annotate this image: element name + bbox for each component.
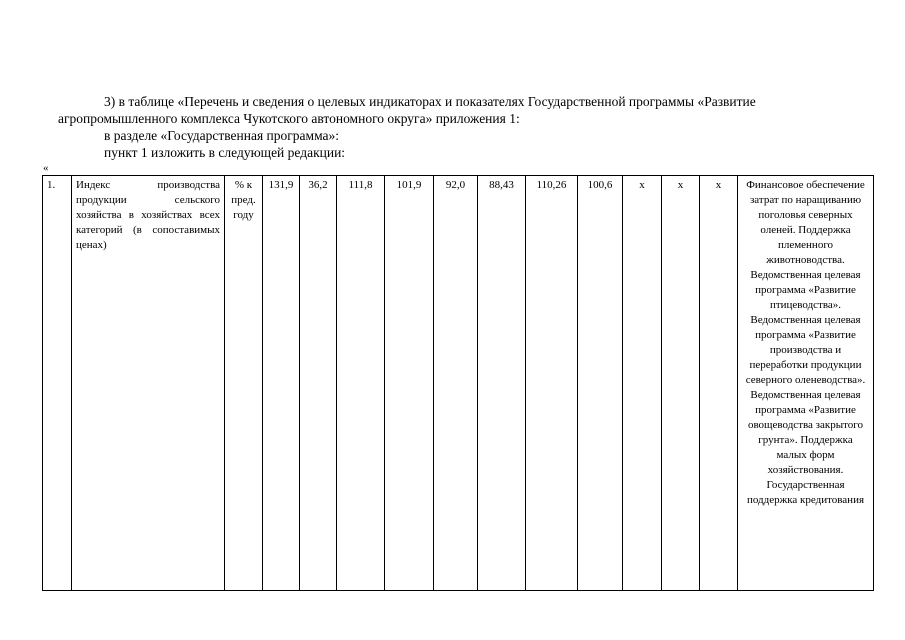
value-cell: 92,0: [434, 176, 478, 591]
intro-paragraph-line-1: 3) в таблице «Перечень и сведения о целевых индикаторах и показателях Государственной программы «Развитие: [104, 94, 756, 109]
section-reference-line: в разделе «Государственная программа»:: [104, 128, 340, 143]
table-row: [43, 176, 874, 591]
value-cell: 101,9: [385, 176, 434, 591]
value-cell: 36,2: [300, 176, 337, 591]
value-cell: 110,26: [526, 176, 578, 591]
value-cell: 100,6: [578, 176, 623, 591]
row-number-cell: 1.: [43, 176, 72, 591]
unit-cell: % к пред. году: [225, 176, 263, 591]
value-cell: x: [623, 176, 662, 591]
opening-quote-mark: «: [43, 162, 49, 174]
intro-paragraph-line-2: агропромышленного комплекса Чукотского автономного округа» приложения 1:: [58, 111, 520, 126]
value-cell: 111,8: [337, 176, 385, 591]
value-cell: x: [700, 176, 738, 591]
value-cell: 131,9: [263, 176, 300, 591]
financing-note-cell: Финансовое обеспечение затрат по наращиванию поголовья северных оленей. Поддержка племенного животноводства. Ведомственная целевая программа «Развитие птицеводства». Ведомственная целевая программа «Развитие производства и переработки продукции северного оленеводства». Ведомственная целевая программа «Развитие овощеводства закрытого грунта». Поддержка малых форм хозяйствования. Государственная поддержка кредитования: [738, 176, 874, 591]
indicators-table: [42, 175, 874, 591]
instruction-line: пункт 1 изложить в следующей редакции:: [104, 145, 346, 160]
value-cell: x: [662, 176, 700, 591]
value-cell: 88,43: [478, 176, 526, 591]
indicator-name-cell: Индекс производства продукции сельского хозяйства в хозяйствах всех категорий (в сопоставимых ценах): [72, 176, 225, 591]
